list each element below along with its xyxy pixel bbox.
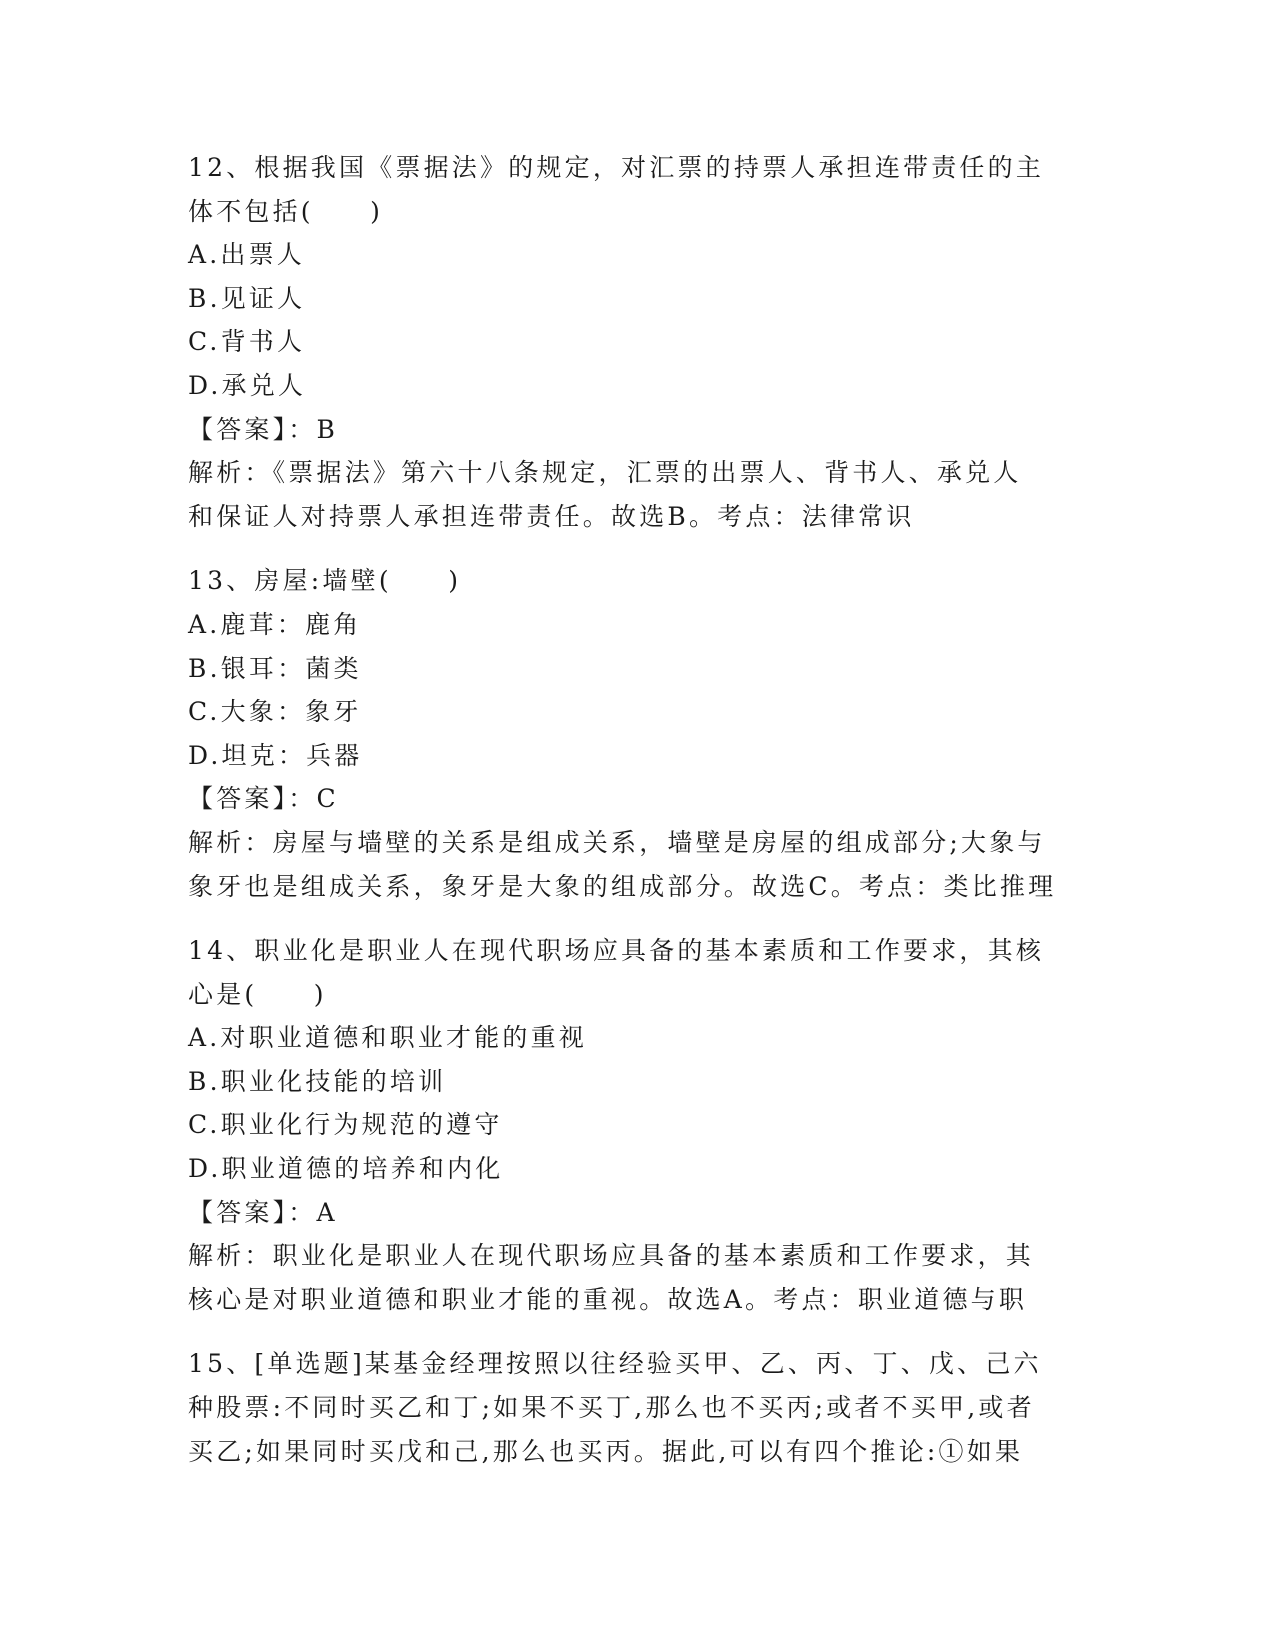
option-d: D.职业道德的培养和内化: [188, 1154, 504, 1184]
analysis-line: 解析：职业化是职业人在现代职场应具备的基本素质和工作要求，其: [188, 1241, 1035, 1271]
analysis-line: 象牙也是组成关系，象牙是大象的组成部分。故选C。考点：类比推理: [188, 871, 1057, 901]
question-14: [188, 929, 1088, 1321]
option-a: A.出票人: [188, 240, 306, 270]
option-d: D.坦克：兵器: [188, 740, 363, 770]
analysis-line: 解析：《票据法》第六十八条规定，汇票的出票人、背书人、承兑人: [188, 458, 1022, 488]
answer-line: 【答案】：A: [188, 1197, 338, 1227]
analysis-line: 核心是对职业道德和职业才能的重视。故选A。考点：职业道德与职: [188, 1284, 1028, 1314]
answer-line: 【答案】：C: [188, 784, 339, 814]
question-12: [188, 146, 1088, 538]
option-a: A.鹿茸：鹿角: [188, 609, 362, 639]
option-b: B.职业化技能的培训: [188, 1066, 447, 1096]
question-stem-line: 15、[单选题]某基金经理按照以往经验买甲、乙、丙、丁、戊、己六: [188, 1349, 1042, 1379]
question-13: [188, 559, 1088, 908]
question-stem-line: 心是( ): [188, 979, 327, 1009]
question-15: [188, 1342, 1088, 1473]
analysis-line: 解析：房屋与墙壁的关系是组成关系，墙壁是房屋的组成部分;大象与: [188, 827, 1046, 857]
analysis-line: 和保证人对持票人承担连带责任。故选B。考点：法律常识: [188, 501, 915, 531]
question-separator: [188, 908, 1088, 929]
option-c: C.职业化行为规范的遵守: [188, 1110, 503, 1140]
question-separator: [188, 538, 1088, 559]
document-page: [188, 146, 1088, 1473]
option-b: B.银耳：菌类: [188, 653, 362, 683]
question-stem-line: 13、房屋:墙壁( ): [188, 566, 462, 596]
option-a: A.对职业道德和职业才能的重视: [188, 1023, 588, 1053]
option-c: C.大象：象牙: [188, 697, 362, 727]
question-stem-line: 12、根据我国《票据法》的规定，对汇票的持票人承担连带责任的主: [188, 153, 1045, 182]
option-c: C.背书人: [188, 327, 306, 357]
question-stem-line: 买乙;如果同时买戊和己,那么也买丙。据此,可以有四个推论:①如果: [188, 1436, 1024, 1466]
question-stem-line: 种股票:不同时买乙和丁;如果不买丁,那么也不买丙;或者不买甲,或者: [188, 1393, 1035, 1423]
option-b: B.见证人: [188, 283, 306, 313]
option-d: D.承兑人: [188, 370, 307, 400]
question-separator: [188, 1321, 1088, 1342]
answer-line: 【答案】：B: [188, 414, 339, 444]
question-stem-line: 14、职业化是职业人在现代职场应具备的基本素质和工作要求，其核: [188, 936, 1045, 966]
question-stem-line: 体不包括( ): [188, 196, 384, 226]
